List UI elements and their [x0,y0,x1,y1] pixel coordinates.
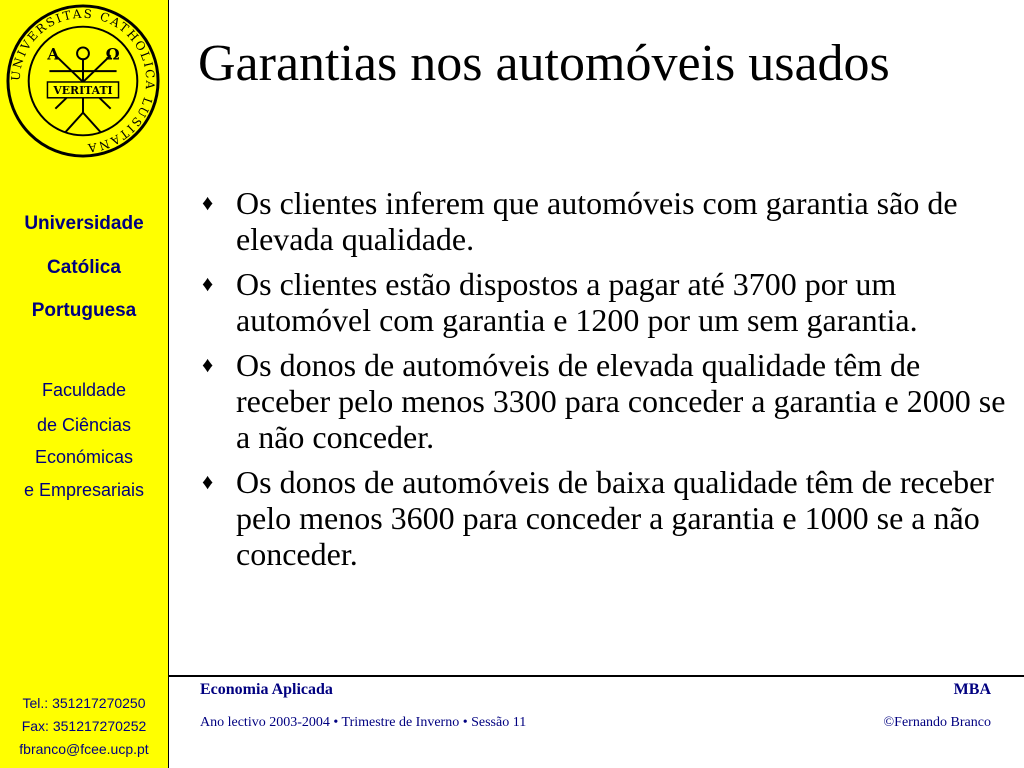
bullet-item [200,347,1010,455]
faculty-line-3: Económicas [34,447,134,467]
bullet-text: Os donos de automóveis de baixa qualidade têm de receber pelo menos 3600 para conceder a garantia e 1000 se a não conceder. [236,464,994,572]
university-name-line-3: Portuguesa [31,300,137,321]
contact-email: fbranco@fcee.ucp.pt [19,741,149,757]
diamond-bullet-icon: ♦ [202,271,214,296]
faculty-line-1: Faculdade [41,380,127,400]
diamond-bullet-icon: ♦ [202,469,214,494]
seal-motto: VERITATI [53,83,113,97]
diamond-bullet-icon: ♦ [202,190,214,215]
university-name-line-1: Universidade [24,213,144,234]
sidebar [0,0,168,768]
seal-ring-text: UNIVERSITAS CATHOLICA LUSITANA [8,6,158,156]
university-seal-icon [4,2,162,160]
faculty-line-2: de Ciências [36,415,132,435]
bullet-text: Os clientes estão dispostos a pagar até 3700 por um automóvel com garantia e 1200 por um sem garantia. [236,266,918,338]
footer-course: Economia Aplicada [200,681,333,698]
footer-session: Ano lectivo 2003-2004 • Trimestre de Inverno • Sessão 11 [200,715,527,730]
contact-phone: Tel.: 351217270250 [22,695,146,711]
seal-alpha: A [47,44,60,64]
footer-program: MBA [953,681,991,698]
bullet-text: Os donos de automóveis de elevada qualidade têm de receber pelo menos 3300 para conceder a garantia e 2000 se a não conceder. [236,347,1006,455]
bullet-item [200,266,1010,338]
bullet-item [200,185,1010,257]
faculty-line-4: e Empresariais [23,480,145,500]
footer-author: ©Fernando Branco [883,715,991,730]
bullet-item [200,464,1010,572]
university-name-line-2: Católica [47,257,121,278]
contact-fax: Fax: 351217270252 [21,718,147,734]
bullet-list [200,185,1010,581]
bullet-text: Os clientes inferem que automóveis com garantia são de elevada qualidade. [236,185,958,257]
seal-omega: Ω [105,44,120,64]
diamond-bullet-icon: ♦ [202,352,214,377]
sidebar-divider [168,0,169,768]
footer-divider [168,675,1024,677]
slide-title: Garantias nos automóveis usados [198,35,890,92]
